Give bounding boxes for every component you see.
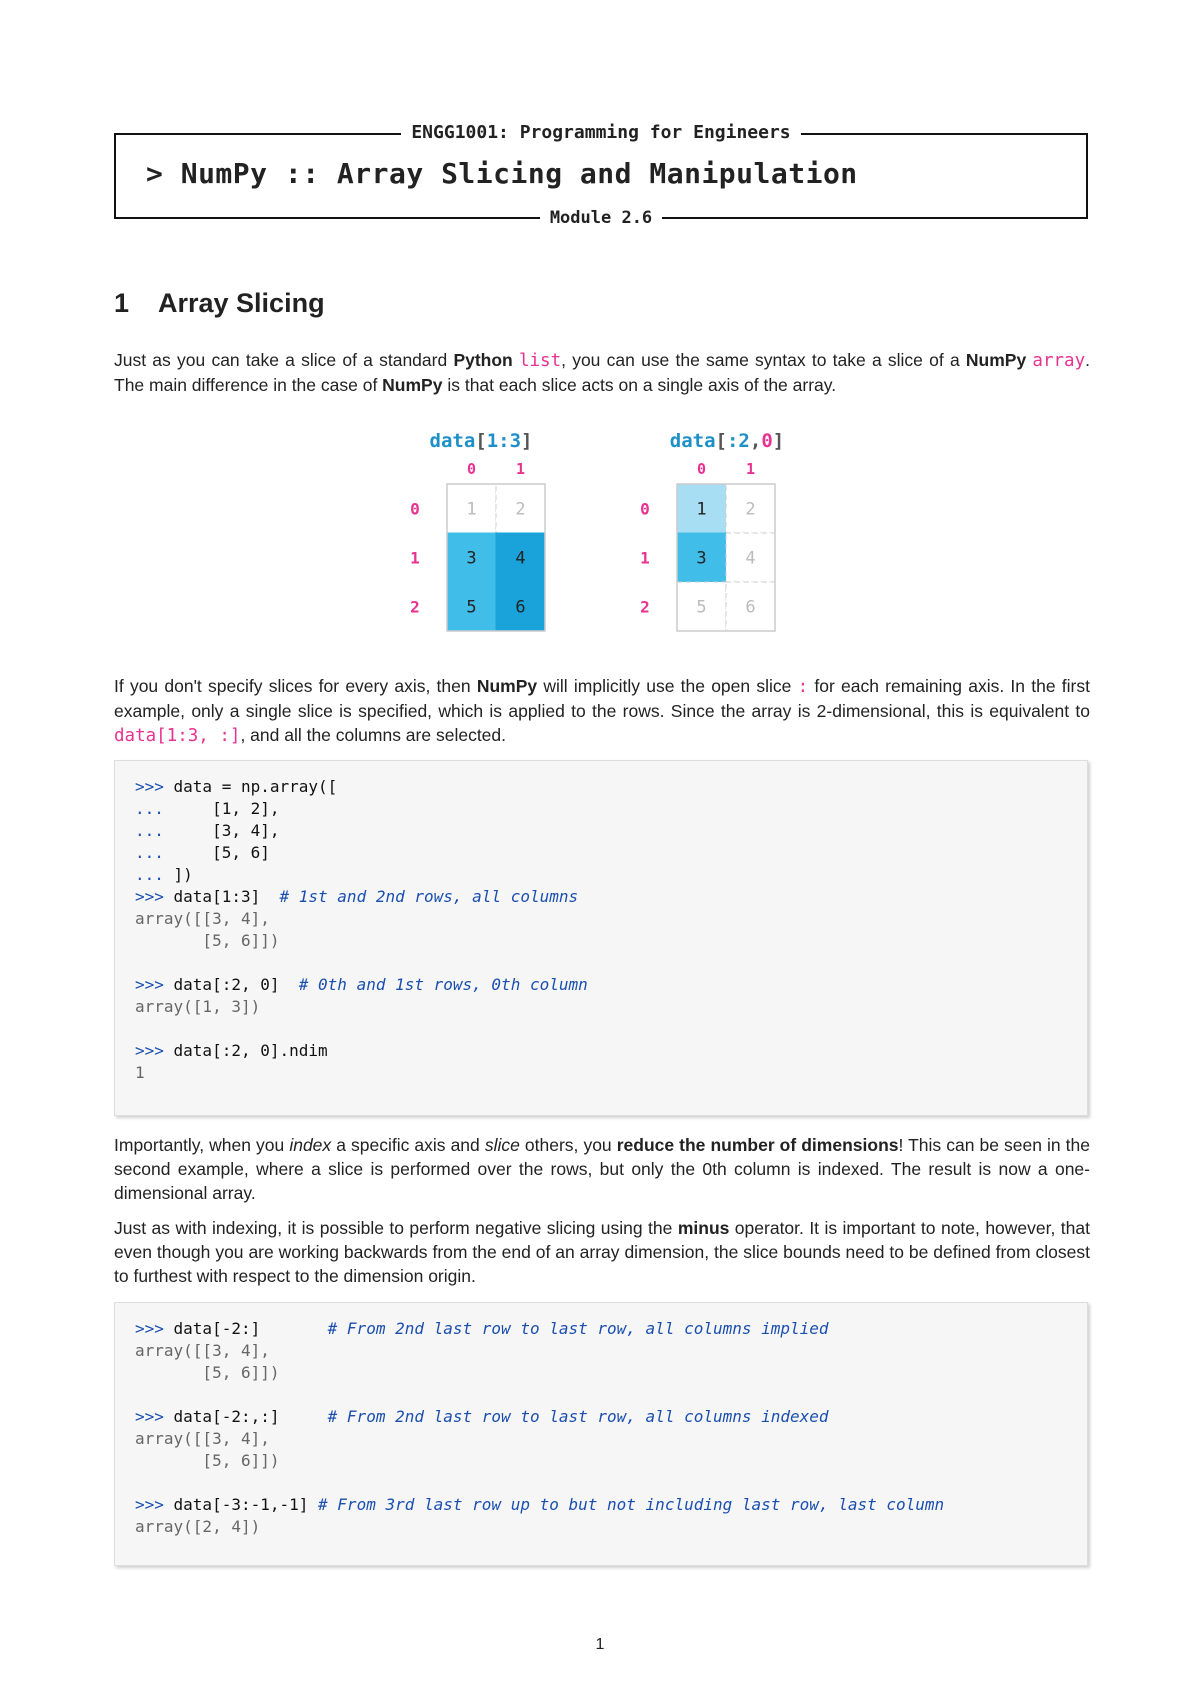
code-input: ]) [173, 865, 193, 884]
code-line [135, 1341, 1087, 1363]
right-cell-value: 2 [745, 499, 756, 520]
section-title: Array Slicing [158, 288, 325, 318]
left-col-index: 1 [515, 460, 526, 478]
right-title-comma: , [749, 430, 762, 452]
page-title: > NumPy :: Array Slicing and Manipulation [146, 157, 858, 190]
text: Just as you can take a slice of a standard [114, 350, 454, 370]
text: is that each slice acts on a single axis of the array. [442, 375, 837, 395]
module-label-wrap [116, 208, 1086, 228]
left-col-index: 0 [466, 460, 477, 478]
code-input: [1, 2], [173, 799, 280, 818]
code-prompt: >>> [135, 777, 174, 796]
right-row-index: 1 [640, 548, 650, 568]
code-line [135, 1473, 1087, 1495]
code-prompt: ... [135, 865, 174, 884]
slicing-figure [0, 420, 1200, 640]
emphasis-text: reduce the number of dimensions [616, 1135, 899, 1155]
code-line [135, 1063, 1087, 1085]
course-title-wrap [116, 122, 1086, 143]
section-heading [114, 288, 325, 319]
left-title-bracket: ] [521, 430, 533, 452]
slice-code: data[1:3, :] [114, 726, 241, 746]
left-cell-value: 4 [515, 548, 526, 569]
dimension-paragraph [114, 1133, 1090, 1205]
colon-code: : [797, 677, 809, 697]
code-output: [5, 6]]) [135, 1363, 280, 1382]
left-title-bracket: [ [475, 430, 487, 452]
code-prompt: ... [135, 821, 174, 840]
code-comment: # From 2nd last row to last row, all columns implied [327, 1319, 829, 1338]
code-output: array([[3, 4], [135, 1429, 270, 1448]
code-line [135, 1517, 1087, 1539]
intro-paragraph [114, 348, 1090, 397]
code-line [135, 931, 1087, 953]
code-prompt: >>> [135, 1495, 174, 1514]
right-row-index: 0 [640, 499, 650, 519]
text: Just as with indexing, it is possible to perform negative slicing using the [114, 1218, 678, 1238]
text: a specific axis and [331, 1135, 485, 1155]
left-row-index: 1 [410, 548, 420, 568]
code-input: [3, 4], [173, 821, 280, 840]
left-figure-title [430, 430, 533, 452]
code-line [135, 1451, 1087, 1473]
code-prompt: >>> [135, 887, 174, 906]
code-input: data[-2:] [173, 1319, 328, 1338]
code-line [135, 799, 1087, 821]
right-row-index: 2 [640, 597, 650, 617]
code-line [135, 1363, 1087, 1385]
right-title-slice: :2 [726, 430, 750, 452]
right-array-grid [640, 460, 775, 631]
code-line [135, 909, 1087, 931]
code-line [135, 843, 1087, 865]
code-line [135, 1495, 1087, 1517]
code-output: array([[3, 4], [135, 909, 270, 928]
text: Importantly, when you [114, 1135, 290, 1155]
array-code: array [1032, 351, 1086, 371]
index-term: index [289, 1135, 332, 1155]
text: . The main difference in the case of [114, 350, 1090, 395]
right-cell-value: 1 [696, 499, 707, 520]
course-title: ENGG1001: Programming for Engineers [401, 122, 800, 143]
left-cell-value: 6 [515, 597, 526, 618]
code-prompt: >>> [135, 1041, 174, 1060]
left-row-index: 0 [410, 499, 420, 519]
text: , and all the columns are selected. [240, 725, 507, 745]
right-title-bracket: ] [772, 430, 785, 452]
list-code: list [518, 351, 562, 371]
code-line [135, 865, 1087, 887]
code-line [135, 1041, 1087, 1063]
section-number: 1 [114, 288, 130, 318]
open-slice-paragraph [114, 674, 1090, 748]
code-output: array([2, 4]) [135, 1517, 261, 1536]
text: operator. It is important to note, however, that even though you are working backwards from the end of an array dimension, the slice bounds need to be defined from closest to furthest with respect to the dimension origin. [114, 1218, 1090, 1286]
module-header [114, 122, 1088, 228]
right-cell-value: 5 [696, 597, 707, 618]
text: ! This can be seen in the second example, where a slice is performed over the rows, but only the 0th column is indexed. The result is now a one-dimensional array. [114, 1135, 1090, 1203]
text: If you don't specify slices for every axis, then [114, 676, 477, 696]
code-input: [5, 6] [173, 843, 270, 862]
code-prompt: >>> [135, 1407, 174, 1426]
left-cell-value: 5 [466, 597, 477, 618]
code-output: array([[3, 4], [135, 1341, 270, 1360]
code-input: data[:2, 0] [173, 975, 299, 994]
code-line [135, 1429, 1087, 1451]
numpy-term: NumPy [476, 676, 538, 696]
code-input: data[1:3] [173, 887, 280, 906]
code-output: [5, 6]]) [135, 1451, 280, 1470]
right-col-index: 1 [745, 460, 756, 478]
code-prompt: >>> [135, 1319, 174, 1338]
right-cell-value: 4 [745, 548, 756, 569]
code-output: array([1, 3]) [135, 997, 261, 1016]
code-input: data[-3:-1,-1] [173, 1495, 319, 1514]
left-cell-value: 1 [466, 499, 477, 520]
text: others, you [519, 1135, 617, 1155]
left-cell-value: 2 [515, 499, 526, 520]
negative-slicing-paragraph [114, 1216, 1090, 1288]
code-prompt: ... [135, 843, 174, 862]
code-line [135, 975, 1087, 997]
page-number: 1 [595, 1636, 605, 1653]
right-title-var: data [669, 430, 716, 452]
code-line [135, 821, 1087, 843]
code-comment: # From 3rd last row up to but not including last row, last column [318, 1495, 945, 1514]
code-line [135, 777, 1087, 799]
code-line [135, 997, 1087, 1019]
code-input: data[:2, 0].ndim [173, 1041, 328, 1060]
code-comment: # From 2nd last row to last row, all columns indexed [327, 1407, 829, 1426]
code-block-slicing [114, 760, 1088, 1116]
right-col-index: 0 [696, 460, 707, 478]
code-line [135, 1019, 1087, 1041]
text: will implicitly use the open slice [537, 676, 798, 696]
code-prompt: ... [135, 799, 174, 818]
left-cell-value: 3 [466, 548, 477, 569]
right-title-bracket: [ [715, 430, 727, 452]
numpy-term: NumPy [965, 350, 1027, 370]
numpy-term: NumPy [382, 375, 443, 395]
code-input: data[-2:,:] [173, 1407, 328, 1426]
code-comment: # 1st and 2nd rows, all columns [279, 887, 579, 906]
module-label: Module 2.6 [540, 208, 662, 228]
code-input: data = np.array([ [173, 777, 338, 796]
slice-term: slice [484, 1135, 520, 1155]
code-output: 1 [135, 1063, 145, 1082]
code-prompt: >>> [135, 975, 174, 994]
left-title-slice: 1:3 [486, 430, 522, 452]
text: , you can use the same syntax to take a slice of a [561, 350, 966, 370]
left-title-var: data [429, 430, 476, 452]
right-figure-title [670, 430, 784, 452]
left-row-index: 2 [410, 597, 420, 617]
code-line [135, 1407, 1087, 1429]
code-comment: # 0th and 1st rows, 0th column [298, 975, 588, 994]
python-term: Python [453, 350, 513, 370]
code-line [135, 887, 1087, 909]
right-title-index: 0 [761, 430, 773, 452]
right-cell-value: 6 [745, 597, 756, 618]
code-line [135, 1319, 1087, 1341]
text: for each remaining axis. In the first example, only a single slice is specified, which is applied to the rows. Since the array is 2-dimensional, this is equivalent to [114, 676, 1090, 721]
right-cell-value: 3 [696, 548, 707, 569]
minus-term: minus [677, 1218, 730, 1238]
code-output: [5, 6]]) [135, 931, 280, 950]
code-line [135, 953, 1087, 975]
code-block-negative-slicing [114, 1302, 1088, 1566]
left-array-grid [410, 460, 545, 631]
code-line [135, 1385, 1087, 1407]
